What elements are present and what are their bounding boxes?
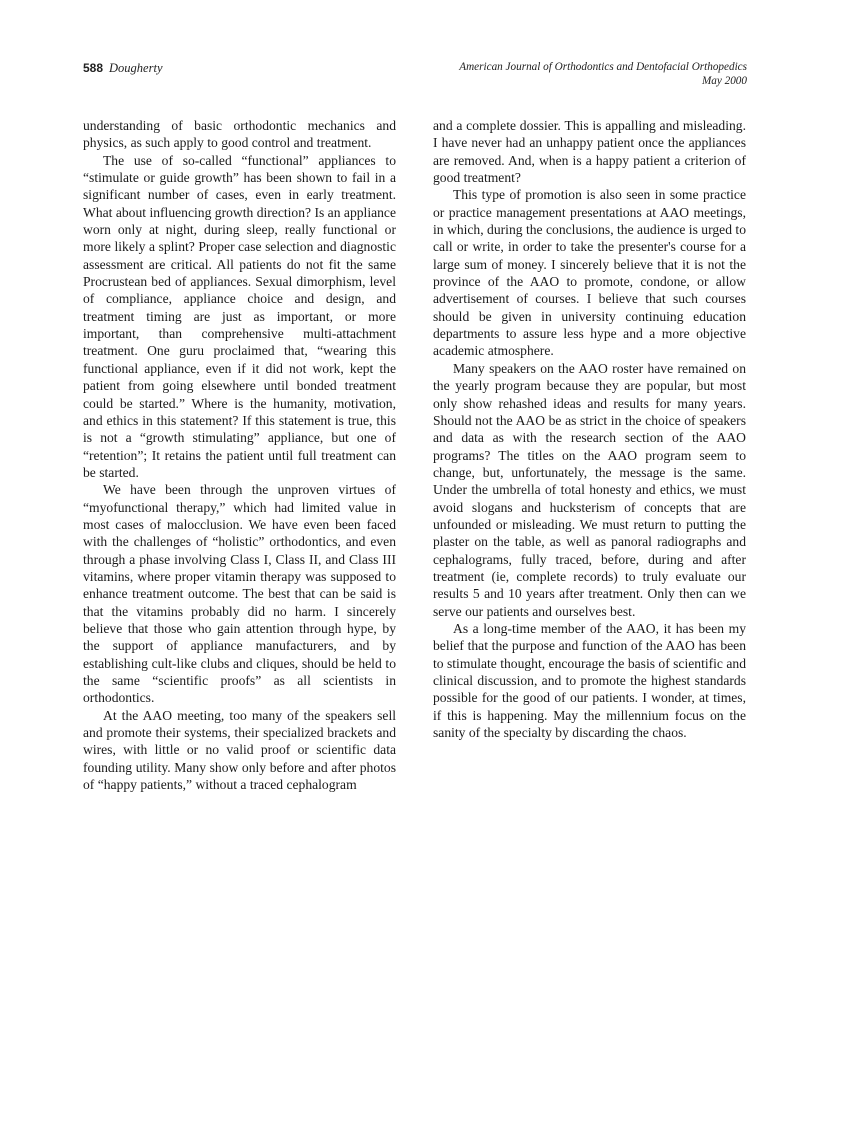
running-head-right <box>459 61 747 88</box>
paragraph: and a complete dossier. This is appalling and misleading. I have never had an unhappy patient once the appliances are removed. And, when is a happy patient a criterion of good treatment? <box>433 118 746 186</box>
page-number: 588 <box>83 61 104 75</box>
journal-title: American Journal of Orthodontics and Dentofacial Orthopedics <box>459 61 747 73</box>
paragraph: At the AAO meeting, too many of the speakers sell and promote their systems, their specialized brackets and wires, with little or no valid proof or scientific data founding utility. Many show only before and after photos of “happy patients,” without a traced cephalogram <box>83 707 396 793</box>
paragraph: We have been through the unproven virtues of “myofunctional therapy,” which had limited value in most cases of malocclusion. We have even been faced with the challenges of “holistic” orthodontics, and even through a phase involving Class I, Class II, and Class III vitamins, where proper vitamin therapy was supposed to enhance treatment outcome. The best that can be said is that the vitamins probably did no harm. I sincerely believe that those who gain attention through hype, by the support of appliance manufacturers, and by establishing cult-like clubs and cliques, should be held to the same “scientific proofs” as all scientists in orthodontics. <box>83 482 396 706</box>
paragraph: understanding of basic orthodontic mechanics and physics, as such apply to good control and treatment. <box>83 118 396 151</box>
paragraph: The use of so-called “functional” appliances to “stimulate or guide growth” has been shown to fail in a significant number of cases, even in early treatment. What about influencing growth direction? Is an appliance worn only at night, during sleep, really functional or more likely a splint? Proper case selection and diagnostic assessment are critical. All patients do not fit the same Procrustean bed of appliances. Sexual dimorphism, level of compliance, appliance choice and design, and treatment timing are just as important, or more important, than comprehensive multi-attachment treatment. One guru proclaimed that, “wearing this functional appliance, even if it did not work, kept the patient from going elsewhere until bonded treatment could be started.” Where is the humanity, motivation, and ethics in this statement? If this statement is true, this is not a “growth stimulating” appliance, but one of “retention”; It retains the patient until full treatment can be started. <box>83 152 396 480</box>
paragraph: Many speakers on the AAO roster have remained on the yearly program because they are popular, but most only show rehashed ideas and results for many years. Should not the AAO be as strict in the choice of speakers and data as with the research section of the AAO programs? The titles on the AAO program seem to change, but, unfortunately, the message is the same. Under the umbrella of total honesty and ethics, we must avoid slogans and hucksterism of concepts that are unfounded or misleading. We must return to putting the plaster on the table, as well as panoral radiographs and cephalograms, fully traced, before, during and after treatment (ie, complete records) to truly evaluate our results 5 and 10 years after treatment. Only then can we serve our patients and ourselves best. <box>433 360 746 619</box>
issue-date: May 2000 <box>701 74 747 87</box>
paragraph: This type of promotion is also seen in some practice or practice management presentations at AAO meetings, in which, during the conclusions, the audience is urged to call or write, in order to take the presenter's course for a large sum of money. I sincerely believe that it is not the province of the AAO to promote, condone, or allow advertisement of courses. I believe that such courses should be given in university continuing education departments to assure less hype and a more objective academic atmosphere. <box>433 187 746 359</box>
author-name: Dougherty <box>109 61 163 75</box>
right-column <box>433 117 746 741</box>
running-head-left <box>83 61 163 75</box>
paragraph: As a long-time member of the AAO, it has been my belief that the purpose and function of the AAO has been to stimulate thought, encourage the basis of scientific and clinical discussion, and to promote the highest standards possible for the good of our patients. I wonder, at times, if this is happening. May the millennium focus on the sanity of the specialty by discarding the chaos. <box>433 620 746 741</box>
running-head <box>83 61 747 93</box>
left-column <box>83 117 396 793</box>
